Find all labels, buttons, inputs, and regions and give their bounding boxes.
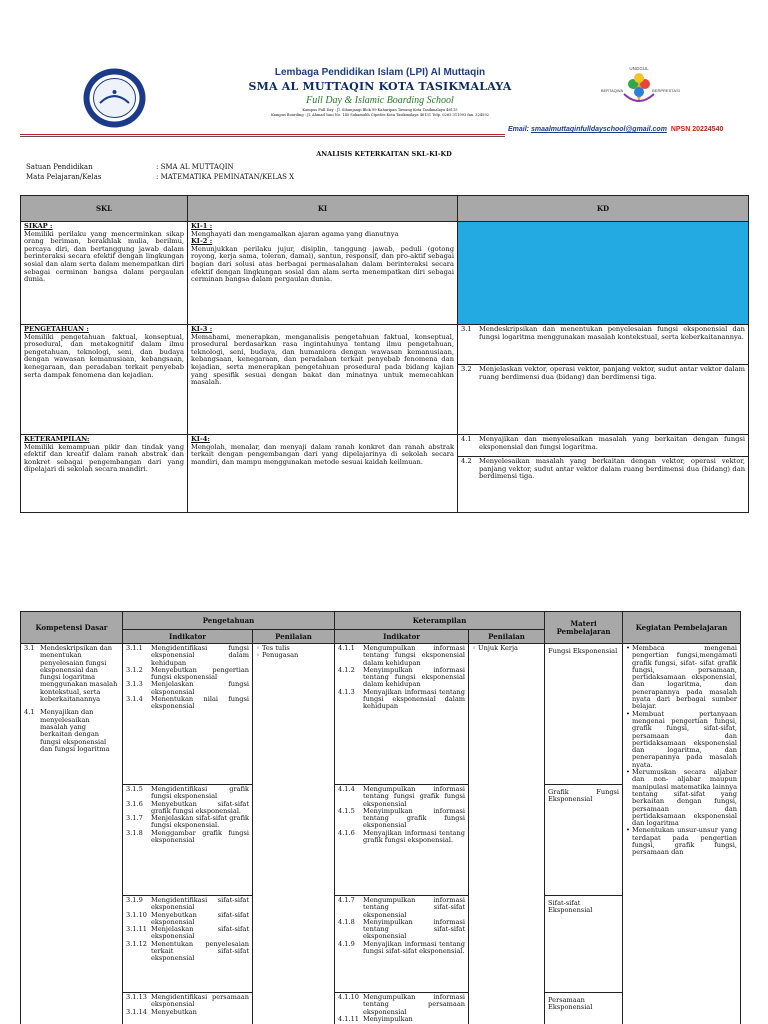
kd-cell: 3.1 Mendeskripsikan dan menentukan penyelesaian fungsi eksponensial dan fungsi logaritma menggunakan masalah kontekstual, serta keberkaitanannya 4.1 Menyajikan dan menyelesaikan masalah yang berkaitan dengan fungsi eksponensial dan fungsi logaritma — [21, 644, 123, 1024]
header-penilaian-ket: Penilaian — [469, 630, 545, 644]
org-name: Lembaga Pendidikan Islam (LPI) Al Muttaqin — [274, 67, 486, 78]
contact-line: Email: smaalmuttaqinfulldayschool@gmail.com NPSN 20224540 — [508, 126, 724, 133]
table-row: SIKAP : Memiliki perilaku yang mencerminkan sikap orang beriman, berakhlak mulia, berilmu, percaya diri, dan bertanggung jawab dalam berinteraksi secara efektif dengan lingkungan sosial dan alam serta dalam menempatkan diri sebagai cerminan bangsa dalam pergaulan dunia. KI-1 : Menghayati dan mengamalkan ajaran agama yang dianutnya KI-2 : Menunjukkan perilaku jujur, disiplin, tanggung jawab, peduli (gotong royong, kerja sama, toleran, damai), santun, responsif, dan pro-aktif sebagai bagian dari solusi atas berbagai permasalahan dalam berinteraksi secara efektif dengan lingkungan sosial dan alam serta menempatkan diri sebagai cerminan bangsa dalam pergaulan dunia. — [21, 222, 749, 325]
header-divider-red — [20, 134, 505, 135]
indikator-table — [20, 611, 741, 1024]
school-name: SMA AL MUTTAQIN KOTA TASIKMALAYA — [248, 80, 512, 93]
header-ki: KI — [188, 196, 458, 222]
school-address: Kampus Full Day : Jl. Sihunjangi Blok 99 Kahuripan Tawang Kota Tasikmalaya 46115 Kampus Boarding : Jl. Ahmad Yani No. 140 Sukamulih Cipedes Kota Tasikmalaya 46131 Telp. 0265 311993 fax. 324592 — [271, 108, 489, 117]
kegiatan-cell: • Membaca mengenai pengertian fungsi,mengamati grafik fungsi, sifat- sifat grafik fungsi, persamaan, pertidaksamaan eksponensial, dan logaritma, dan penerapannya pada masalah nyata dari berbagai sumber belajar. • Membuat pertanyaan mengenai pengertian fungsi, grafik fungsi, sifat-sifat, persamaan dan pertidaksamaan eksponensial dan logaritma, dan penerapannya pada masalah nyata. • Merumuskan secara aljabar dan non- aljabar maupun manipulasi matematika lainnya tentang sifat-sifat yang berkaitan dengan fungsi, persamaan dan pertidaksamaan eksponensial dan logaritma • Menentukan unsur-unsur yang terdapat pada pengertian fungsi, grafik fungsi, persamaan dan — [623, 644, 741, 1024]
header-kd: KD — [458, 196, 749, 222]
skl-ki-kd-table — [20, 195, 749, 513]
meta-satuan: Satuan Pendidikan : SMA AL MUTTAQIN — [26, 163, 234, 171]
header-materi: Materi Pembelajaran — [545, 612, 623, 644]
penilaian-pengetahuan-cell: ◦ Tes tulis ◦ Penugasan — [253, 644, 335, 1024]
skl-title: SIKAP : — [24, 222, 53, 230]
meta-mapel: Mata Pelajaran/Kelas : MATEMATIKA PEMINATAN/KELAS X — [26, 173, 295, 181]
header-kompetensi-dasar: Kompetensi Dasar — [21, 612, 123, 644]
email-link[interactable]: smaalmuttaqinfulldayschool@gmail.com — [530, 126, 667, 133]
header-penilaian: Penilaian — [253, 630, 335, 644]
header-indikator-ket: Indikator — [335, 630, 469, 644]
table-row: KETERAMPILAN: Memiliki kemampuan pikir dan tindak yang efektif dan kreatif dalam ranah abstrak dan konkret sebagai pengembangan dari yang dipelajari di sekolah secara mandiri. KI-4: Mengolah, menalar, dan menyaji dalam ranah konkret dan ranah abstrak terkait dengan pengembangan dari yang dipelajarinya di sekolah secara mandiri, dan mampu menggunakan metode sesuai kaidah keilmuan. 4.1 Menyajikan dan menyelesaikan masalah yang berkaitan dengan fungsi eksponensial dan fungsi logaritma. 4.2 Menyelesaikan masalah yang berkaitan dengan vektor, operasi vektor, panjang vektor, sudut antar vektor dalam ruang berdimensi dua (bidang) dan berdimensi tiga. — [21, 435, 749, 513]
svg-text:BERTAQWA: BERTAQWA — [600, 88, 624, 93]
motto-top-text: UNGGUL — [629, 66, 649, 71]
svg-text:BERPRESTASI: BERPRESTASI — [652, 88, 680, 93]
school-logo — [82, 67, 147, 129]
penilaian-keterampilan-cell: ◦ Unjuk Kerja — [469, 644, 545, 1024]
header-keterampilan: Keterampilan — [335, 612, 545, 630]
table-row: PENGETAHUAN : Memiliki pengetahuan faktual, konseptual, prosedural, dan metakognitif dalam ilmu pengetahuan, teknologi, seni, dan budaya dengan wawasan kemanusiaan, kebangsaan, kenegaraan, dan peradaban terkait penyebab serta dampak fenomena dan kejadian. KI-3 : Memahami, menerapkan, menganalisis pengetahuan faktual, konseptual, prosedural berdasarkan rasa ingintahunya tentang ilmu pengetahuan, teknologi, seni, budaya, dan humaniora dengan wawasan kemanusiaan, kebangsaan, kenegaraan, dan peradaban terkait penyebab fenomena dan kejadian, serta menerapkan pengetahuan prosedural pada bidang kajian yang spesifik sesuai dengan bakat dan minatnya untuk memecahkan masalah. 3.1 Mendeskripsikan dan menentukan penyelesaian fungsi eksponensial dan fungsi logaritma menggunakan masalah kontekstual, serta keberkaitanannya. 3.2 Menjelaskan vektor, operasi vektor, panjang vektor, sudut antar vektor dalam ruang berdimensi dua (bidang) dan berdimensi tiga. — [21, 325, 749, 435]
skl-text: Memiliki perilaku yang mencerminkan sikap orang beriman, berakhlak mulia, berilmu, percaya diri, dan bertanggung jawab dalam berinteraksi secara efektif dengan lingkungan sosial dan alam serta dalam menempatkan diri sebagai cerminan bangsa dalam pergaulan dunia. — [24, 229, 184, 284]
materi-cell: Fungsi Eksponensial Grafik Fungsi Eksponensial Sifat-sifat Eksponensial Persamaan Eksponensial — [545, 644, 623, 1024]
header-indikator: Indikator — [123, 630, 253, 644]
school-tagline: Full Day & Islamic Boarding School — [306, 95, 454, 106]
indikator-pengetahuan-cell: 3.1.1 Mengidentifikasi fungsi eksponensial dalam kehidupan 3.1.2 Menyebutkan pengertian fungsi eksponensial 3.1.3 Menjelaskan fungsi eksponensial 3.1.4 Menentukan nilai fungsi eksponensial 3.1.5 Mengidentifikasi grafik fungsi eksponensial 3.1.6 Menyebutkan sifat-sifat grafik fungsi eksponensial. 3.1.7 Menjelaskan sifat-sifat grafik fungsi eksponensial. 3.1.8 Menggambar grafik fungsi eksponensial 3.1.9 Mengidentifikasi sifat-sifat eksponensial 3.1.10 Menyebutkan sifat-sifat eksponensial 3.1.11 Menjelaskan sifat-sifat eksponensial 3.1.12 Menentukan penyelesaian terkait sifat-sifat eksponensial 3.1.13 Mengidentifikasi persamaan eksponensial 3.1.14 Menyebutkan — [123, 644, 253, 1024]
header-skl: SKL — [21, 196, 188, 222]
header-kegiatan: Kegiatan Pembelajaran — [623, 612, 741, 644]
npsn: NPSN 20224540 — [670, 126, 724, 133]
header-divider — [20, 136, 505, 137]
kd-empty-cell — [458, 222, 749, 325]
document-title: ANALISIS KETERKAITAN SKL-KI-KD — [316, 150, 452, 158]
motto-logo — [598, 62, 680, 114]
indikator-keterampilan-cell: 4.1.1 Mengumpulkan informasi tentang fungsi eksponensial dalam kehidupan 4.1.2 Menyimpulkan informasi tentang fungsi eksponensial dalam kehidupan 4.1.3 Menyajikan informasi tentang fungsi eksponensial dalam kehidupan 4.1.4 Mengumpulkan informasi tentang fungsi grafik fungsi eksponensial 4.1.5 Menyimpulkan informasi tentang grafik fungsi eksponensial 4.1.6 Menyajikan informasi tentang grafik fungsi eksponensial. 4.1.7 Mengumpulkan informasi tentang sifat-sifat eksponensial 4.1.8 Menyimpulkan informasi tentang sifat-sifat eksponensial 4.1.9 Menyajikan informasi tentang fungsi sifat-sifat eksponensial. 4.1.10 Mengumpulkan informasi tentang persamaan eksponensial 4.1.11 Menyimpulkan — [335, 644, 469, 1024]
header-pengetahuan: Pengetahuan — [123, 612, 335, 630]
